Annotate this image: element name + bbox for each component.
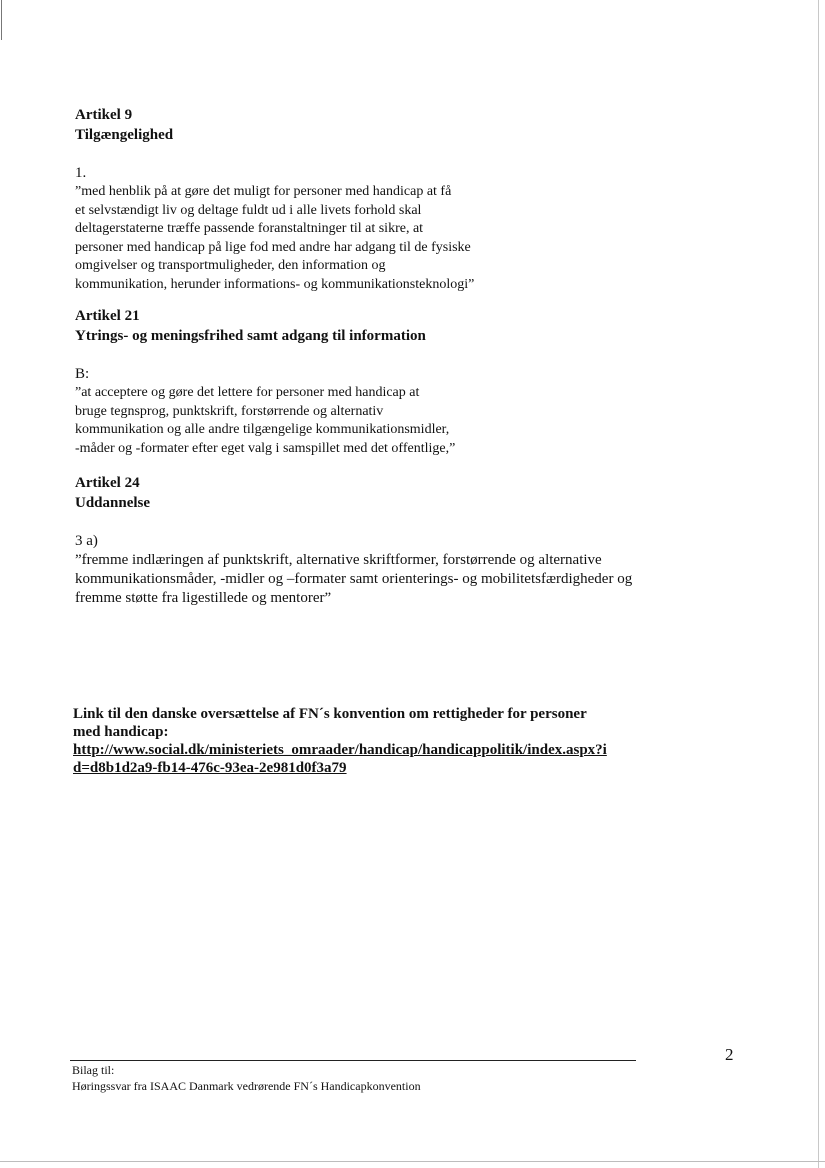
article-9-number: 1. (75, 165, 87, 181)
article-9-line: kommunikation, herunder informations- og kommunikationsteknologi” (75, 276, 475, 292)
translation-url-link[interactable]: http://www.social.dk/ministeriets_omraader/handicap/handicappolitik/index.aspx?i (73, 742, 607, 758)
article-9-section (75, 105, 474, 294)
article-21-line: ”at acceptere og gøre det lettere for personer med handicap at (75, 385, 420, 400)
article-21-line: -måder og -formater efter eget valg i samspillet med det offentlige,” (75, 440, 456, 456)
scan-edge-left (1, 0, 2, 40)
article-21-subheading: Ytrings- og meningsfrihed samt adgang til information (75, 328, 426, 344)
page-number: 2 (725, 1045, 734, 1064)
translation-link-block (73, 705, 673, 777)
scan-edge-right (818, 0, 819, 1168)
article-9-line: personer med handicap på lige fod med andre har adgang til de fysiske (75, 239, 471, 255)
article-24-line: fremme støtte fra ligestillede og mentorer” (75, 590, 332, 606)
article-9-line: omgivelser og transportmuligheder, den information og (75, 258, 386, 273)
article-9-line: deltagerstaterne træffe passende foranstaltninger til at sikre, at (75, 221, 424, 236)
article-24-subheading: Uddannelse (75, 495, 151, 511)
footer (72, 1062, 421, 1094)
scan-edge-bottom (0, 1161, 825, 1162)
article-24-number: 3 a) (75, 533, 98, 549)
article-9-line: et selvstændigt liv og deltage fuldt ud i alle livets forhold skal (75, 202, 422, 218)
link-intro: Link til den danske oversættelse af FN´s konvention om rettigheder for personer (73, 706, 587, 722)
article-9-line: ”med henblik på at gøre det muligt for personer med handicap at få (75, 184, 452, 199)
footer-divider (70, 1060, 636, 1061)
article-24-line: kommunikationsmåder, -midler og –formater samt orienterings- og mobilitetsfærdigheder og (75, 571, 633, 587)
article-21-heading: Artikel 21 (75, 308, 140, 324)
footer-label: Bilag til: (72, 1063, 115, 1077)
link-intro: med handicap: (73, 724, 169, 740)
footer-text: Høringssvar fra ISAAC Danmark vedrørende FN´s Handicapkonvention (72, 1079, 421, 1093)
translation-url-link[interactable]: d=d8b1d2a9-fb14-476c-93ea-2e981d0f3a79 (73, 760, 347, 776)
article-21-line: kommunikation og alle andre tilgængelige kommunikationsmidler, (75, 422, 450, 437)
article-21-line: bruge tegnsprog, punktskrift, forstørrende og alternativ (75, 403, 384, 419)
article-24-section (75, 473, 632, 608)
article-21-number: B: (75, 366, 90, 382)
article-9-heading: Artikel 9 (75, 107, 133, 123)
article-9-subheading: Tilgængelighed (75, 127, 174, 143)
article-24-line: ”fremme indlæringen af punktskrift, alternative skriftformer, forstørrende og alternative (75, 552, 602, 568)
article-24-heading: Artikel 24 (75, 475, 140, 491)
article-21-section (75, 306, 455, 458)
